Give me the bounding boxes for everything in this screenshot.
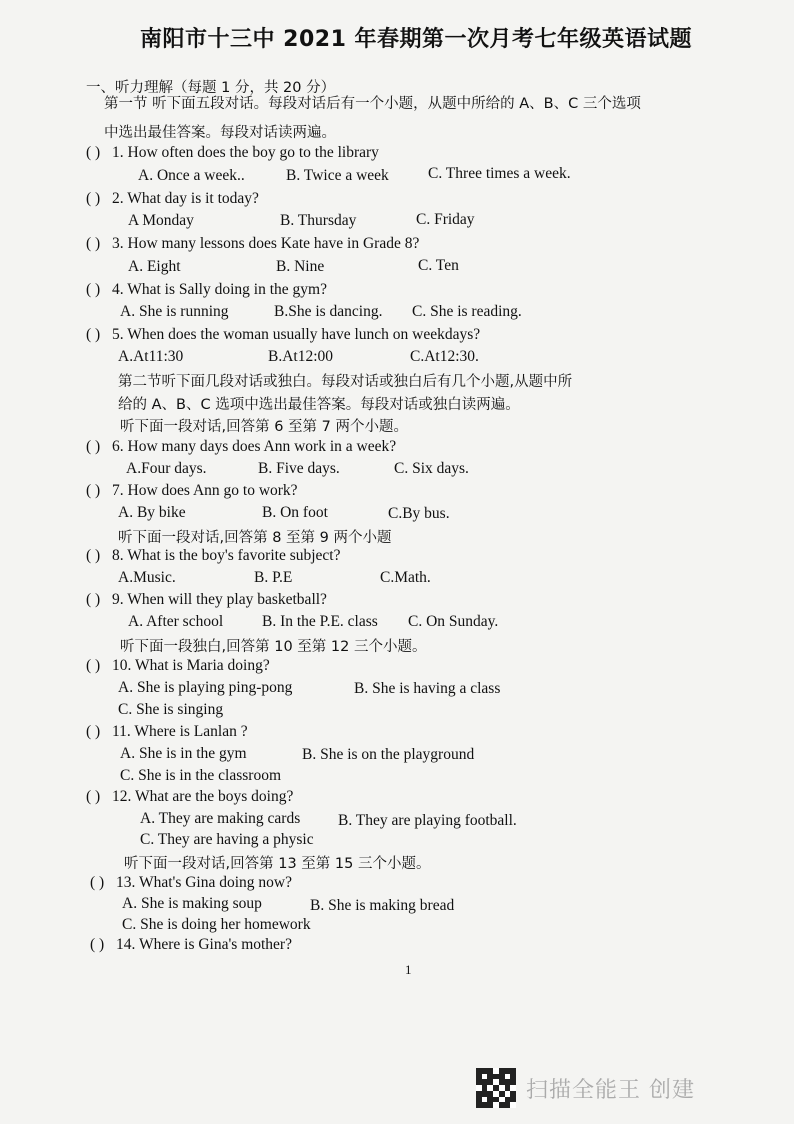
q9-option-a: A. After school [128,613,224,630]
q7-option-b: B. On foot [262,504,328,521]
answer-blank[interactable]: ( ) [86,438,101,455]
subsection-13-15: 听下面一段对话,回答第 13 至第 15 三个小题。 [124,856,431,872]
q13-option-a: A. She is making soup [122,895,262,912]
qr-code-icon [476,1068,516,1108]
answer-blank[interactable]: ( ) [86,723,101,740]
answer-blank[interactable]: ( ) [90,874,105,891]
question-12 [86,788,293,806]
section-heading: 一、听力理解（每题 1 分，共 20 分） [86,80,336,96]
watermark-text: 扫描全能王 创建 [526,1077,695,1103]
question-stem: 9. When will they play basketball? [112,591,327,608]
q9-option-c: C. On Sunday. [408,613,499,630]
q3-option-b: B. Nine [276,258,325,275]
answer-blank[interactable]: ( ) [86,190,101,207]
question-8 [86,547,341,565]
q13-option-b: B. She is making bread [310,897,455,914]
question-stem: 12. What are the boys doing? [112,788,294,805]
question-14 [90,936,292,954]
answer-blank[interactable]: ( ) [86,788,101,805]
q1-option-a: A. Once a week.. [138,167,245,184]
question-4 [86,281,327,299]
q11-option-a: A. She is in the gym [120,745,247,762]
part1-intro-line1: 第一节 听下面五段对话。每段对话后有一个小题，从题中所给的 A、B、C 三个选项 [104,96,641,112]
question-9 [86,591,327,609]
answer-blank[interactable]: ( ) [86,547,101,564]
question-stem: 2. What day is it today? [112,190,259,207]
question-stem: 3. How many lessons does Kate have in Grade 8? [112,235,420,252]
question-stem: 13. What's Gina doing now? [116,874,292,891]
question-10 [86,657,270,675]
q2-option-a: A Monday [128,212,194,229]
q6-option-c: C. Six days. [394,460,469,477]
q7-option-c: C.By bus. [388,505,450,522]
q12-option-a: A. They are making cards [140,810,301,827]
q12-option-b: B. They are playing football. [338,812,517,829]
q10-option-a: A. She is playing ping-pong [118,679,293,696]
scanner-watermark [476,1066,695,1110]
question-13 [90,874,292,892]
q2-option-c: C. Friday [416,211,475,228]
q9-option-b: B. In the P.E. class [262,613,378,630]
part1-intro-line2: 中选出最佳答案。每段对话读两遍。 [104,125,336,141]
part2-intro-line2: 给的 A、B、C 选项中选出最佳答案。每段对话或独白读两遍。 [118,397,520,413]
q3-option-a: A. Eight [128,258,181,275]
answer-blank[interactable]: ( ) [86,144,101,161]
q5-option-c: C.At12:30. [410,348,479,365]
question-stem: 1. How often does the boy go to the library [112,144,379,161]
question-6 [86,438,396,456]
q4-option-b: B.She is dancing. [274,303,383,320]
question-stem: 8. What is the boy's favorite subject? [112,547,341,564]
question-5 [86,326,480,344]
q8-option-a: A.Music. [118,569,176,586]
q4-option-a: A. She is running [120,303,229,320]
q10-option-c: C. She is singing [118,701,224,718]
question-stem: 4. What is Sally doing in the gym? [112,281,327,298]
answer-blank[interactable]: ( ) [90,936,105,953]
subsection-10-12: 听下面一段独白,回答第 10 至第 12 三个小题。 [120,639,427,655]
question-3 [86,235,419,253]
page-number: 1 [405,962,412,977]
question-stem: 14. Where is Gina's mother? [116,936,292,953]
question-11 [86,723,248,741]
q3-option-c: C. Ten [418,257,459,274]
q1-option-b: B. Twice a week [286,167,389,184]
q11-option-c: C. She is in the classroom [120,767,282,784]
q12-option-c: C. They are having a physic [140,831,314,848]
subsection-6-7: 听下面一段对话,回答第 6 至第 7 两个小题。 [120,419,408,435]
q1-option-c: C. Three times a week. [428,165,571,182]
answer-blank[interactable]: ( ) [86,235,101,252]
question-stem: 10. What is Maria doing? [112,657,270,674]
q6-option-a: A.Four days. [126,460,207,477]
q11-option-b: B. She is on the playground [302,746,475,763]
q13-option-c: C. She is doing her homework [122,916,311,933]
q5-option-b: B.At12:00 [268,348,334,365]
question-stem: 6. How many days does Ann work in a week? [112,438,397,455]
answer-blank[interactable]: ( ) [86,591,101,608]
question-1 [86,144,379,162]
answer-blank[interactable]: ( ) [86,482,101,499]
q2-option-b: B. Thursday [280,212,357,229]
page-title: 南阳市十三中 2021 年春期第一次月考七年级英语试题 [140,27,693,52]
question-7 [86,482,298,500]
q8-option-c: C.Math. [380,569,431,586]
answer-blank[interactable]: ( ) [86,281,101,298]
question-stem: 7. How does Ann go to work? [112,482,298,499]
subsection-8-9: 听下面一段对话,回答第 8 至第 9 两个小题 [118,530,392,546]
question-stem: 5. When does the woman usually have lunch on weekdays? [112,326,481,343]
part2-intro-line1: 第二节听下面几段对话或独白。每段对话或独白后有几个小题,从题中所 [118,374,573,390]
q4-option-c: C. She is reading. [412,303,522,320]
answer-blank[interactable]: ( ) [86,326,101,343]
q8-option-b: B. P.E [254,569,293,586]
q6-option-b: B. Five days. [258,460,340,477]
q10-option-b: B. She is having a class [354,680,501,697]
q7-option-a: A. By bike [118,504,186,521]
question-2 [86,190,259,208]
question-stem: 11. Where is Lanlan ? [112,723,248,740]
q5-option-a: A.At11:30 [118,348,184,365]
answer-blank[interactable]: ( ) [86,657,101,674]
